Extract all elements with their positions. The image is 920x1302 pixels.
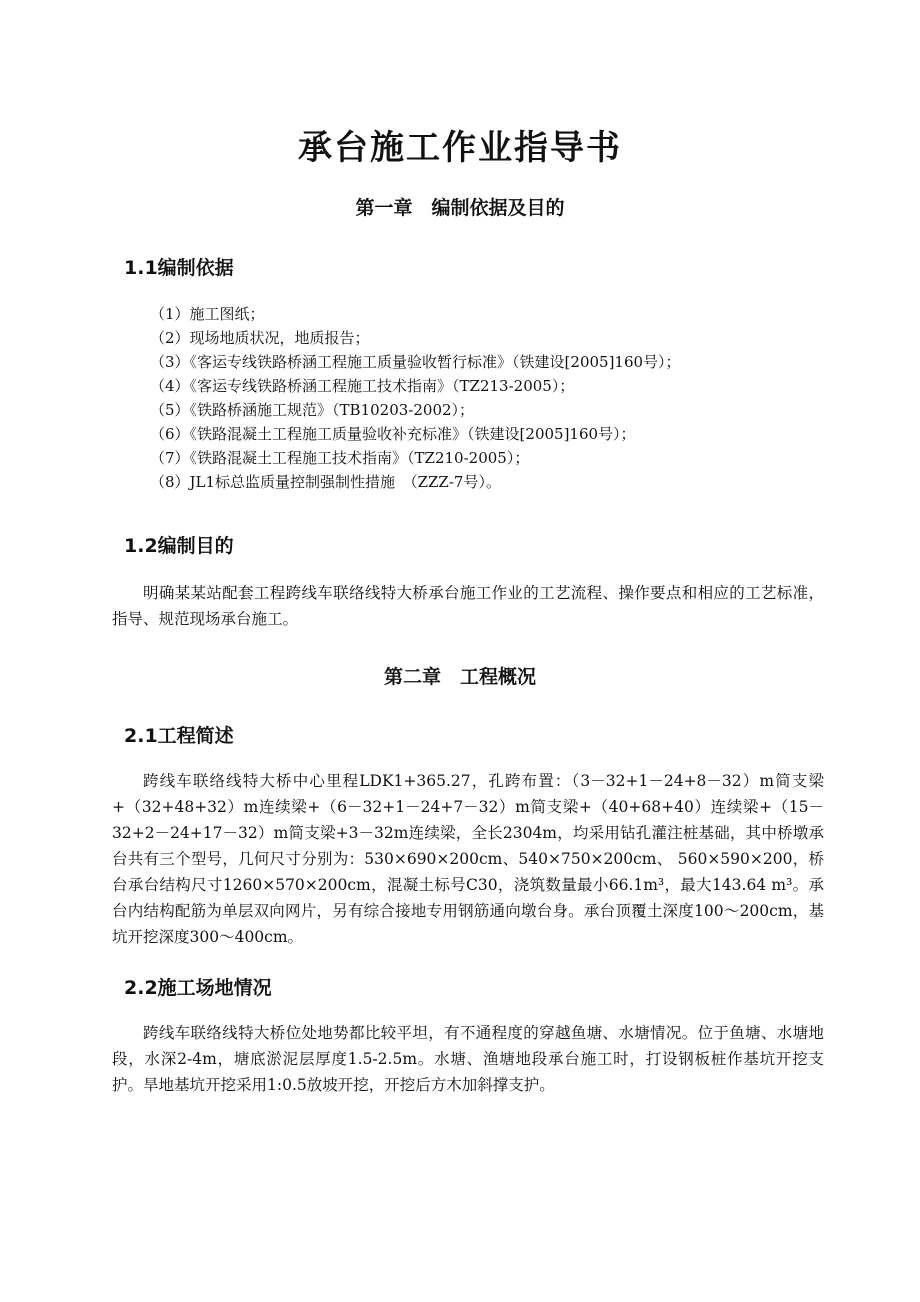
list-item: （1）施工图纸； [150, 305, 265, 323]
chapter-2-heading: 第二章 工程概况 [383, 666, 536, 688]
section-2-2-heading: 2.2施工场地情况 [124, 977, 272, 999]
site-conditions-paragraph: 跨线车联络线特大桥位处地势都比较平坦，有不通程度的穿越鱼塘、水塘情况。位于鱼塘、水塘地段，水深2-4m，塘底淤泥层厚度1.5-2.5m。水塘、渔塘地段承台施工时，打设钢板桩作基坑开挖支护。旱地基坑开挖采用1:0.5放坡开挖，开挖后方木加斜撑支护。 [112, 1024, 824, 1094]
overview-paragraph: 跨线车联络线特大桥中心里程LDK1+365.27，孔跨布置：（3－32+1－24+8－32）m简支梁+（32+48+32）m连续梁+（6－32+1－24+7－32）m简支梁+（40+68+40）连续梁+（15－32+2－24+17－32）m简支梁+3－32m连续梁，全长2304m，均采用钻孔灌注桩基础，其中桥墩承台共有三个型号，几何尺寸分别为：530×690×200cm、540×750×200cm、 560×590×200，桥台承台结构尺寸1260×570×200cm，混凝土标号C30，浇筑数量最小66.1m³，最大143.64 m³。承台内结构配筋为单层双向网片，另有综合接地专用钢筋通向墩台身。承台顶覆土深度100～200cm，基坑开挖深度300～400cm。 [112, 772, 824, 946]
list-item: （5）《铁路桥涵施工规范》（TB10203-2002）； [150, 401, 475, 419]
purpose-paragraph: 明确某某站配套工程跨线车联络线特大桥承台施工作业的工艺流程、操作要点和相应的工艺标准，指导、规范现场承台施工。 [112, 584, 824, 628]
section-1-1-heading: 1.1编制依据 [124, 257, 234, 279]
list-item: （2）现场地质状况，地质报告； [150, 329, 370, 347]
section-2-1-heading: 2.1工程简述 [124, 725, 234, 747]
section-1-2-heading: 1.2编制目的 [124, 535, 234, 557]
list-item: （7）《铁路混凝土工程施工技术指南》（TZ210-2005）； [150, 449, 530, 467]
list-item: （8）JL1标总监质量控制强制性措施 （ZZZ-7号）。 [150, 473, 501, 491]
list-item: （6）《铁路混凝土工程施工质量验收补充标准》（铁建设[2005]160号）； [150, 425, 636, 443]
list-item: （4）《客运专线铁路桥涵工程施工技术指南》（TZ213-2005）； [150, 377, 575, 395]
document-title: 承台施工作业指导书 [298, 128, 622, 168]
reference-list [150, 302, 850, 494]
chapter-1-heading: 第一章 编制依据及目的 [355, 197, 565, 219]
list-item: （3）《客运专线铁路桥涵工程施工质量验收暂行标准》（铁建设[2005]160号）； [150, 353, 681, 371]
